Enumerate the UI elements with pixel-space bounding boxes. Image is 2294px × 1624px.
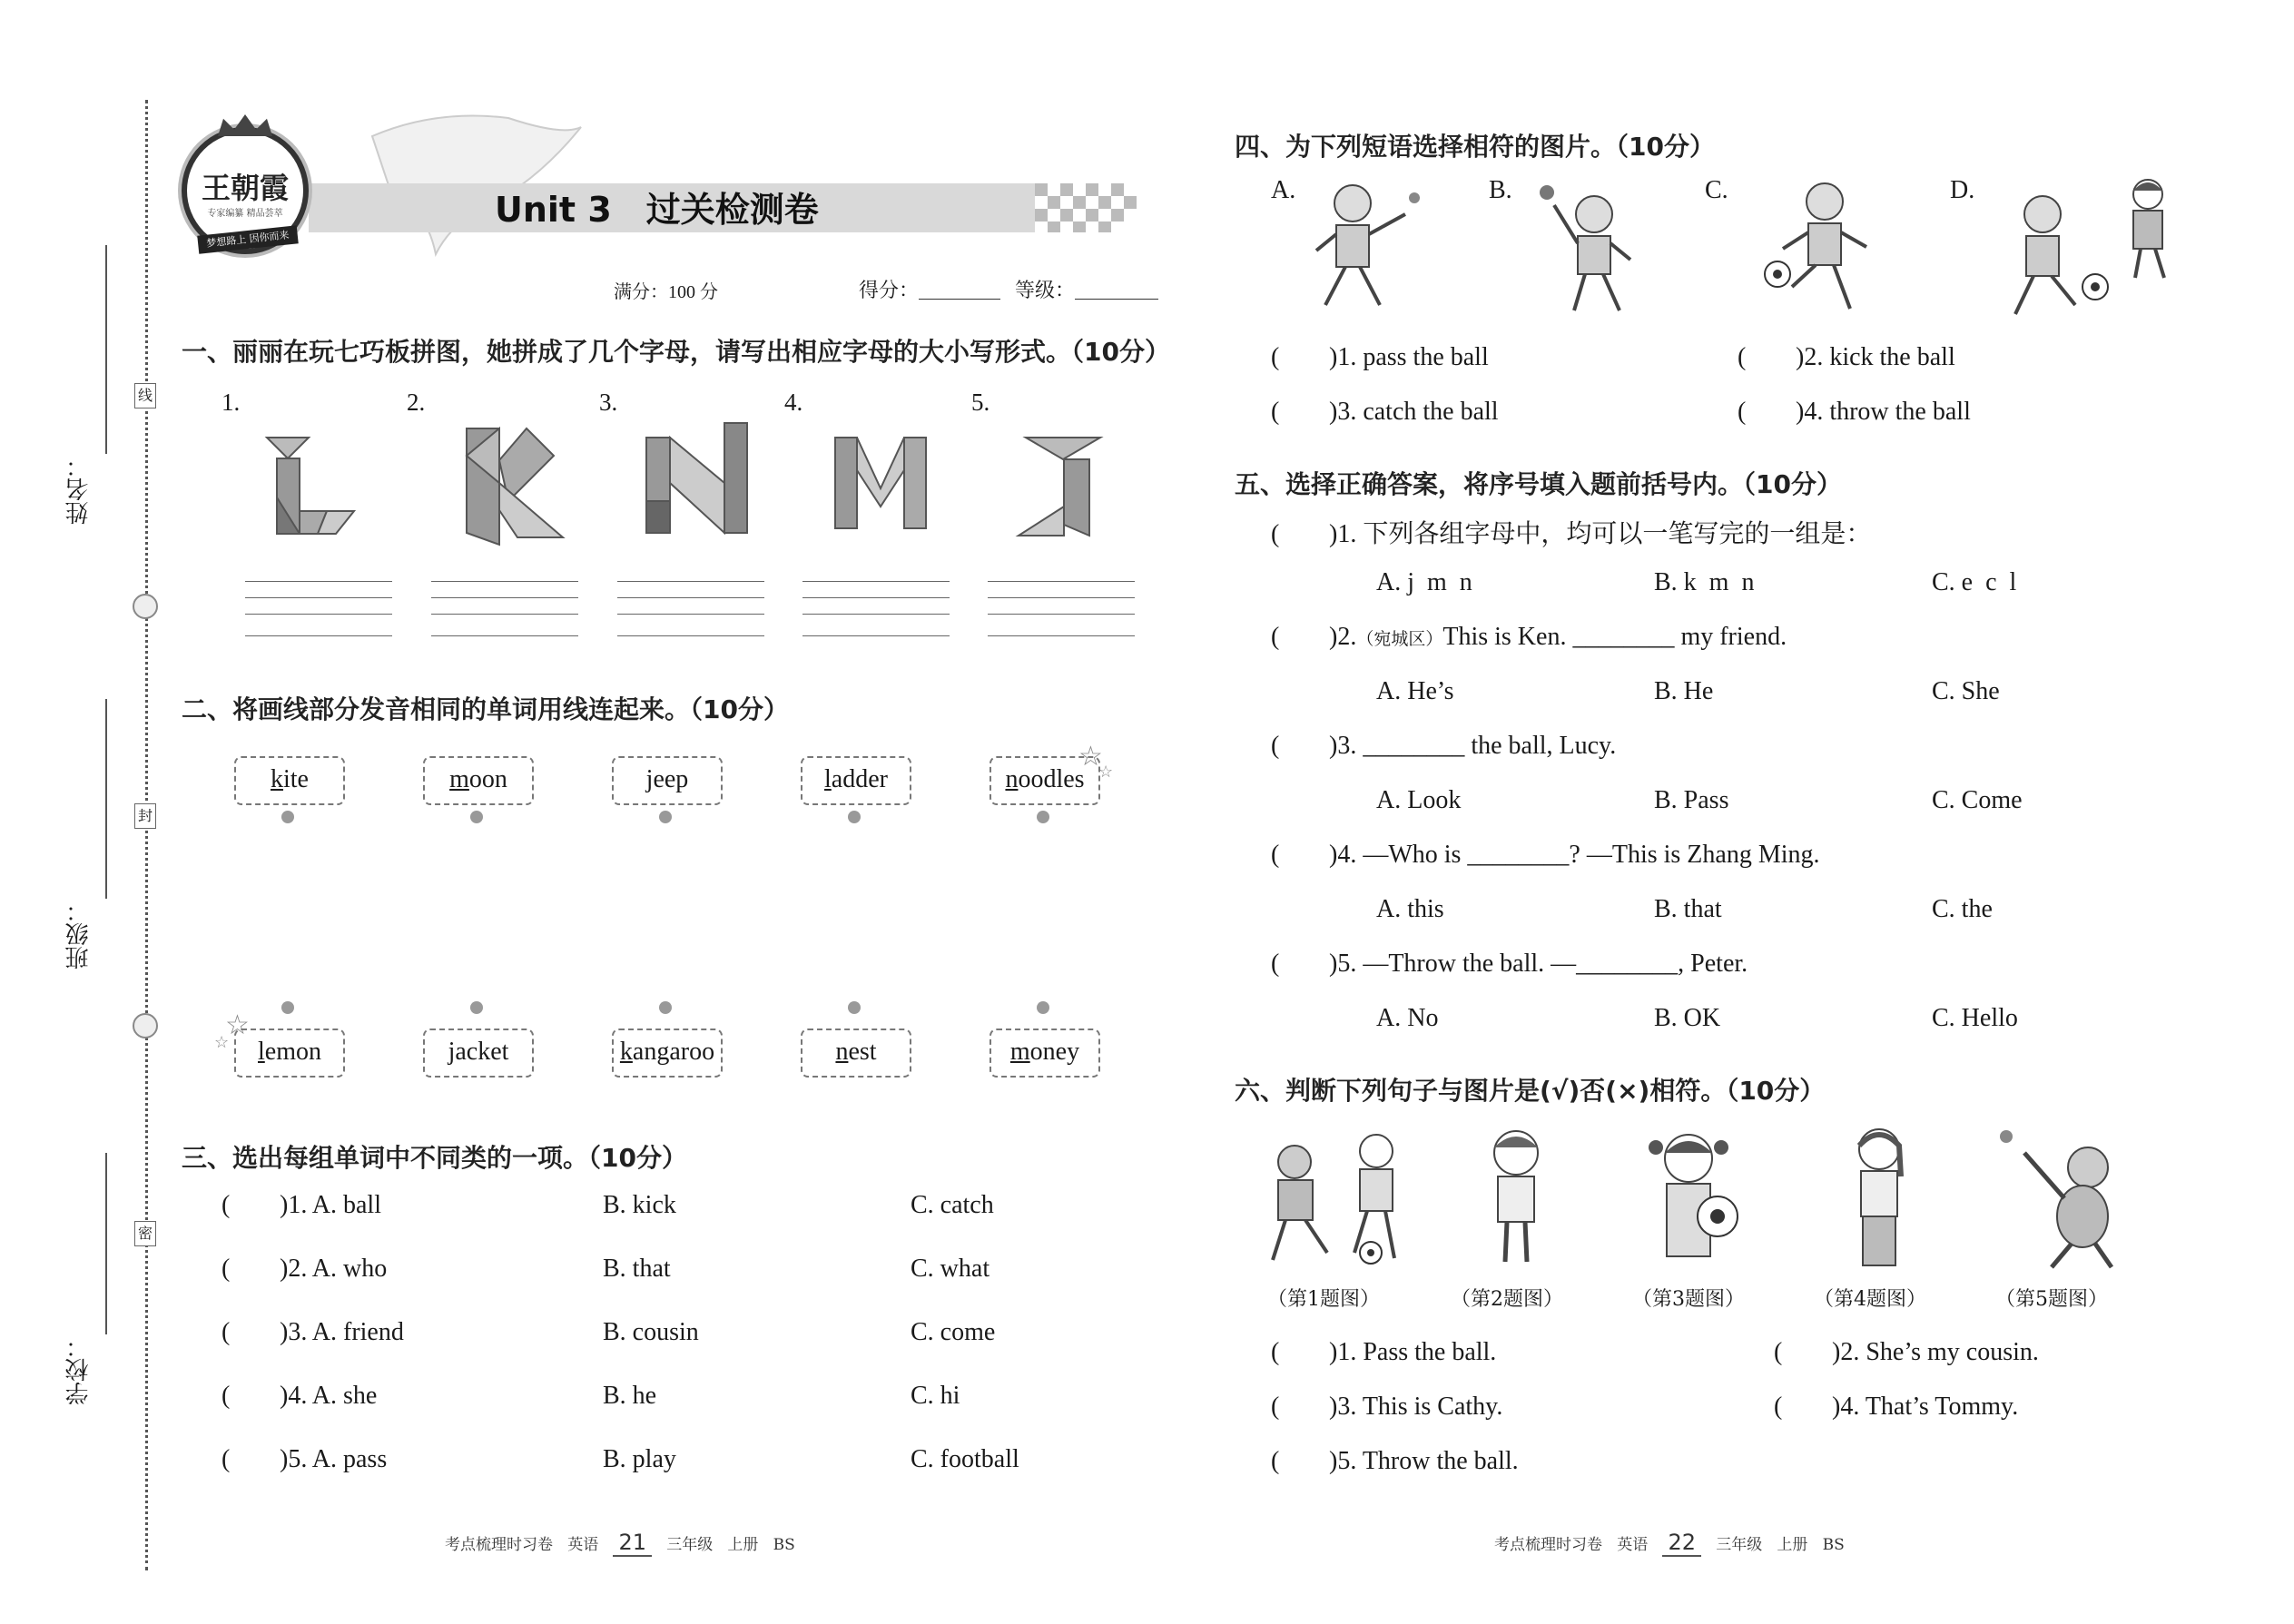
score-field: 得分： xyxy=(859,275,1000,303)
s3-question-5[interactable]: ( )5. A. pass xyxy=(222,1445,388,1473)
binding-ornament-icon xyxy=(133,594,158,619)
s6-item-5[interactable]: ( )5. Throw the ball. xyxy=(1271,1447,1519,1475)
s3-option-c-1[interactable]: C. catch xyxy=(911,1191,994,1219)
s6-item-3[interactable]: ( )3. This is Cathy. xyxy=(1271,1393,1503,1421)
s5-option-a-2[interactable]: A. He’s xyxy=(1376,677,1454,705)
match-dot-top[interactable] xyxy=(470,811,483,823)
seal-mark-seal: 封 xyxy=(134,803,156,829)
match-dot-top[interactable] xyxy=(659,811,672,823)
pic-label-c: C. xyxy=(1705,176,1728,204)
section3-heading: 三、选出每组单词中不同类的一项。（10分） xyxy=(182,1143,687,1173)
name-label: 姓名： xyxy=(65,454,93,525)
s5-question-2[interactable]: ( )2.（宛城区）This is Ken. ________ my friend. xyxy=(1271,623,1787,651)
pic-label-b: B. xyxy=(1489,176,1512,204)
robot-pass-ball-picture[interactable] xyxy=(1307,178,1425,314)
school-label: 学校： xyxy=(65,1334,93,1405)
tangram-letter-k xyxy=(454,419,572,546)
caption-3: （第3题图） xyxy=(1632,1288,1745,1311)
s5-option-a-3[interactable]: A. Look xyxy=(1376,786,1462,814)
binding-dotted-line xyxy=(145,100,148,1570)
caption-2: （第2题图） xyxy=(1451,1288,1563,1311)
match-dot-bottom[interactable] xyxy=(1037,1001,1049,1014)
match-dot-top[interactable] xyxy=(1037,811,1049,823)
word-card-money[interactable]: money xyxy=(989,1029,1100,1078)
binding-ornament-icon xyxy=(133,1013,158,1038)
s3-question-2[interactable]: ( )2. A. who xyxy=(222,1255,388,1283)
logo-subtitle: 专家编纂 精品荟萃 xyxy=(207,209,283,219)
name-field xyxy=(54,245,109,536)
tangram-letter-j xyxy=(1013,434,1104,543)
q4-number: 4. xyxy=(784,389,803,416)
s5-option-a-5[interactable]: A. No xyxy=(1376,1004,1439,1032)
star-icon: ☆ xyxy=(1078,741,1103,773)
robot-kick-ball-picture[interactable] xyxy=(1761,178,1879,314)
star-icon: ☆ xyxy=(225,1009,250,1041)
s3-option-c-2[interactable]: C. what xyxy=(911,1255,990,1283)
s5-question-3[interactable]: ( )3. ________ the ball, Lucy. xyxy=(1271,732,1617,760)
seal-mark-line: 线 xyxy=(134,383,156,408)
s3-option-c-3[interactable]: C. come xyxy=(911,1318,996,1346)
page-number: 22 xyxy=(1662,1530,1701,1557)
robot-throw-ball-picture[interactable] xyxy=(1529,178,1647,314)
s5-option-b-3[interactable]: B. Pass xyxy=(1654,786,1729,814)
section6-heading: 六、判断下列句子与图片是(√)否(×)相符。（10分） xyxy=(1235,1076,1826,1106)
brand-ribbon: 梦想路上 因你而来 xyxy=(197,225,298,253)
word-card-moon[interactable]: moon xyxy=(423,756,534,805)
s3-option-c-5[interactable]: C. football xyxy=(911,1445,1019,1473)
s5-option-c-2[interactable]: C. She xyxy=(1932,677,2000,705)
s4-item-4[interactable]: ( )4. throw the ball xyxy=(1738,398,1971,426)
s5-question-5[interactable]: ( )5. —Throw the ball. —________, Peter. xyxy=(1271,950,1748,978)
word-card-kangaroo[interactable]: kangaroo xyxy=(612,1029,723,1078)
class-field xyxy=(54,699,109,989)
s5-option-c-3[interactable]: C. Come xyxy=(1932,786,2023,814)
s5-option-b-5[interactable]: B. OK xyxy=(1654,1004,1721,1032)
s3-option-c-4[interactable]: C. hi xyxy=(911,1382,960,1410)
word-card-noodles[interactable]: noodles xyxy=(989,756,1100,805)
s3-option-b-5[interactable]: B. play xyxy=(603,1445,676,1473)
monkey-throwing-picture[interactable] xyxy=(1988,1126,2142,1271)
s5-question-4[interactable]: ( )4. —Who is ________? —This is Zhang Ming. xyxy=(1271,841,1820,869)
region-note: （宛城区） xyxy=(1356,630,1443,649)
s5-question-1[interactable]: ( )1. 下列各组字母中，均可以一笔写完的一组是： xyxy=(1271,520,1872,548)
seal-mark-secret: 密 xyxy=(134,1221,156,1246)
word-card-kite[interactable]: kite xyxy=(234,756,345,805)
s3-option-b-3[interactable]: B. cousin xyxy=(603,1318,699,1346)
s5-option-c-4[interactable]: C. the xyxy=(1932,895,1993,923)
caption-5: （第5题图） xyxy=(1995,1288,2108,1311)
word-card-jacket[interactable]: jacket xyxy=(423,1029,534,1078)
tangram-letter-n xyxy=(643,419,752,537)
section1-heading: 一、丽丽在玩七巧板拼图，她拼成了几个字母，请写出相应字母的大小写形式。（10分） xyxy=(182,337,1170,367)
s4-item-2[interactable]: ( )2. kick the ball xyxy=(1738,343,1955,371)
s6-item-4[interactable]: ( )4. That’s Tommy. xyxy=(1774,1393,2019,1421)
boys-football-picture[interactable] xyxy=(1249,1126,1431,1271)
caption-1: （第1题图） xyxy=(1267,1288,1380,1311)
grade-field: 等级： xyxy=(1015,275,1158,303)
footer-right: 考点梳理时习卷 英语 22 三年级 上册 BS xyxy=(1494,1530,1845,1555)
q5-number: 5. xyxy=(971,389,990,416)
star-icon: ☆ xyxy=(1098,763,1114,782)
q3-number: 3. xyxy=(599,389,618,416)
word-card-jeep[interactable]: jeep xyxy=(612,756,723,805)
page-title: Unit 3 过关检测卷 xyxy=(495,190,819,230)
class-label: 班级： xyxy=(65,899,93,969)
s3-question-4[interactable]: ( )4. A. she xyxy=(222,1382,378,1410)
girl-standing-picture[interactable] xyxy=(1834,1122,1925,1271)
match-dot-bottom[interactable] xyxy=(281,1001,294,1014)
tangram-letter-l xyxy=(263,434,372,543)
s5-option-a-1[interactable]: A. j m n xyxy=(1376,568,1472,596)
s5-option-c-5[interactable]: C. Hello xyxy=(1932,1004,2018,1032)
robot-catch-ball-picture[interactable] xyxy=(1988,178,2179,323)
q2-number: 2. xyxy=(407,389,426,416)
section4-heading: 四、为下列短语选择相符的图片。（10分） xyxy=(1235,132,1715,162)
match-dot-top[interactable] xyxy=(281,811,294,823)
tangram-letter-m xyxy=(832,434,931,534)
page-number: 21 xyxy=(613,1530,652,1557)
s4-item-1[interactable]: ( )1. pass the ball xyxy=(1271,343,1489,371)
s6-item-1[interactable]: ( )1. Pass the ball. xyxy=(1271,1338,1497,1366)
logo-text: 王朝霞 xyxy=(201,171,289,205)
pic-label-a: A. xyxy=(1271,176,1296,204)
star-icon: ☆ xyxy=(214,1033,230,1052)
school-field xyxy=(54,1153,109,1425)
pic-label-d: D. xyxy=(1950,176,1975,204)
s4-item-3[interactable]: ( )3. catch the ball xyxy=(1271,398,1499,426)
s3-option-b-2[interactable]: B. that xyxy=(603,1255,671,1283)
section5-heading: 五、选择正确答案，将序号填入题前括号内。（10分） xyxy=(1235,469,1842,499)
s5-option-a-4[interactable]: A. this xyxy=(1376,895,1444,923)
q1-number: 1. xyxy=(222,389,241,416)
word-card-nest[interactable]: nest xyxy=(801,1029,911,1078)
s5-option-b-2[interactable]: B. He xyxy=(1654,677,1714,705)
match-dot-bottom[interactable] xyxy=(848,1001,861,1014)
caption-4: （第4题图） xyxy=(1814,1288,1926,1311)
section2-heading: 二、将画线部分发音相同的单词用线连起来。（10分） xyxy=(182,694,789,724)
match-dot-bottom[interactable] xyxy=(659,1001,672,1014)
s6-item-2[interactable]: ( )2. She’s my cousin. xyxy=(1774,1338,2039,1366)
s3-question-1[interactable]: ( )1. A. ball xyxy=(222,1191,381,1219)
s5-option-b-1[interactable]: B. k m n xyxy=(1654,568,1755,596)
match-dot-bottom[interactable] xyxy=(470,1001,483,1014)
footer-left: 考点梳理时习卷 英语 21 三年级 上册 BS xyxy=(445,1530,795,1555)
boy-standing-picture[interactable] xyxy=(1471,1126,1561,1271)
s3-option-b-1[interactable]: B. kick xyxy=(603,1191,676,1219)
girl-holding-ball-picture[interactable] xyxy=(1634,1126,1752,1271)
s5-option-b-4[interactable]: B. that xyxy=(1654,895,1722,923)
word-card-lemon[interactable]: lemon xyxy=(234,1029,345,1078)
s3-option-b-4[interactable]: B. he xyxy=(603,1382,657,1410)
full-score: 满分：100 分 xyxy=(614,282,718,302)
s3-question-3[interactable]: ( )3. A. friend xyxy=(222,1318,404,1346)
s5-option-c-1[interactable]: C. e c l xyxy=(1932,568,2017,596)
word-card-ladder[interactable]: ladder xyxy=(801,756,911,805)
match-dot-top[interactable] xyxy=(848,811,861,823)
